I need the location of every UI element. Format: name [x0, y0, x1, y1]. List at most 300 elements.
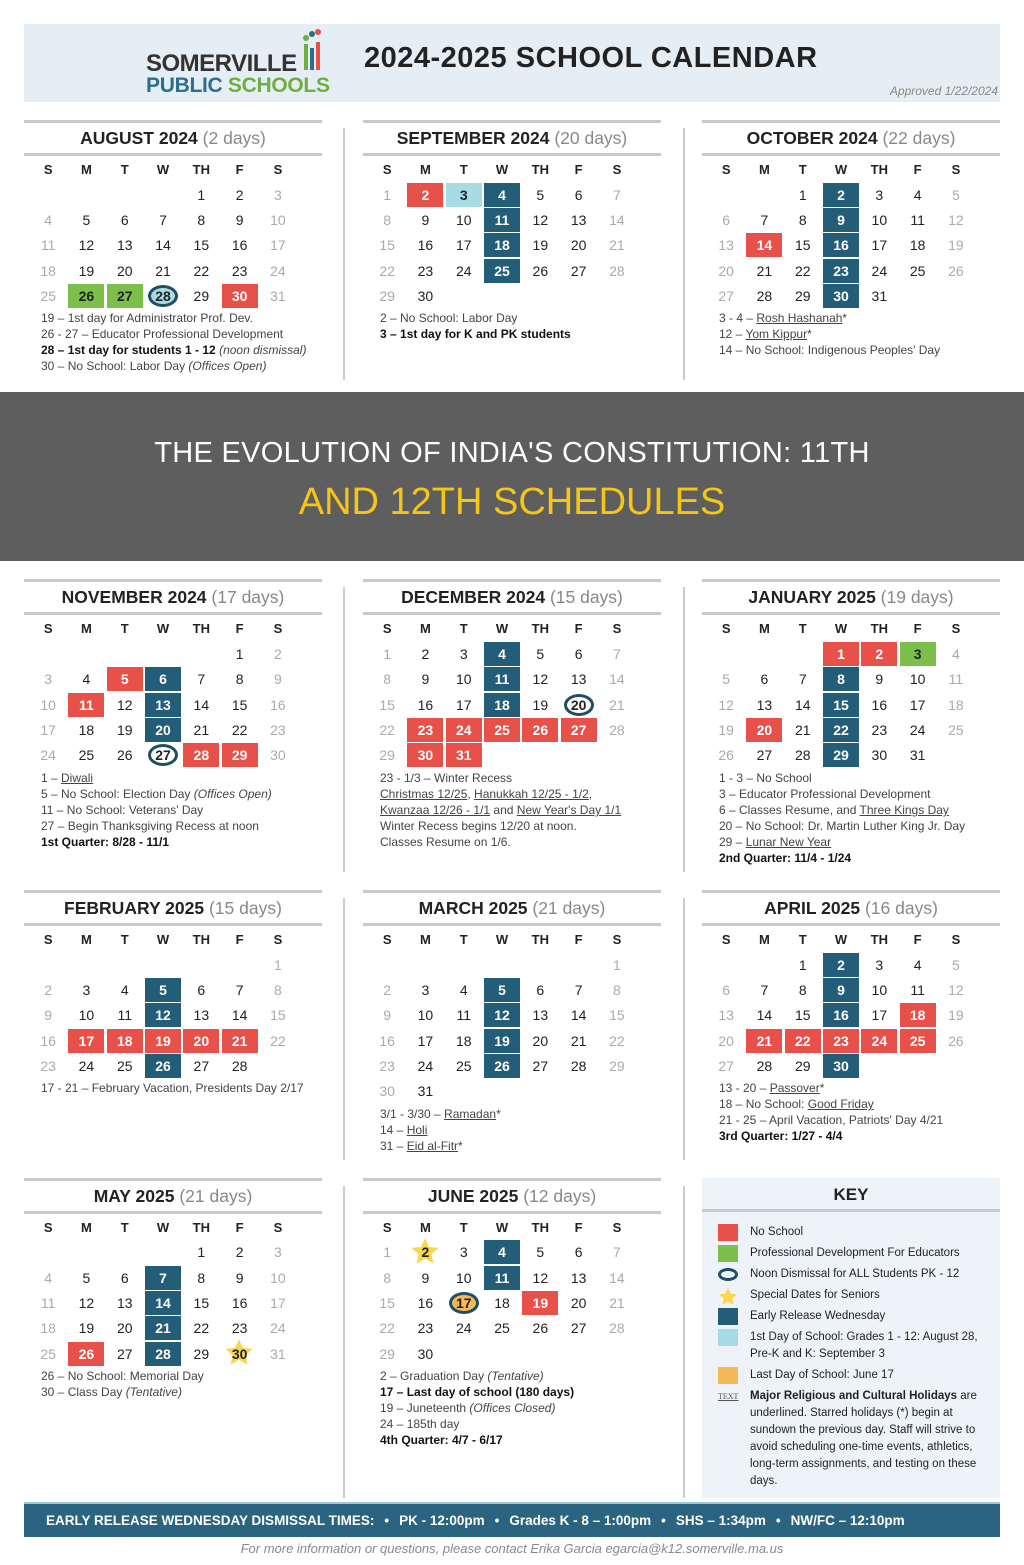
day-number: 4	[44, 1269, 53, 1286]
weekday-header: F	[574, 1219, 583, 1235]
day-cell	[29, 1265, 67, 1290]
day-number: 19	[948, 1007, 964, 1024]
day-cell	[483, 258, 521, 283]
day-number: 11	[456, 1007, 471, 1024]
weekday-header: F	[574, 621, 583, 637]
day-number: 11	[910, 211, 925, 228]
note-text: 2 – No School: Labor Day	[380, 311, 518, 326]
day-number: 26	[116, 747, 133, 764]
day-number: 16	[270, 696, 286, 713]
day-number: 29	[823, 743, 859, 767]
day-cell	[860, 667, 898, 692]
day-cell	[521, 977, 559, 1002]
day-number: 13	[570, 671, 587, 688]
weekday-header: M	[81, 1219, 92, 1235]
month-notes	[41, 1080, 322, 1096]
month-grid	[368, 615, 636, 767]
weekday-header: S	[612, 621, 622, 637]
weekday-header: TH	[531, 621, 549, 637]
weekday-header: S	[721, 621, 731, 637]
month-name: JUNE 2025	[427, 1185, 519, 1206]
day-number: 20	[532, 1032, 549, 1049]
day-number: 31	[446, 743, 482, 767]
day-cell	[220, 1240, 258, 1265]
day-cell	[483, 207, 521, 232]
note-text: 18 – No School:	[719, 1097, 808, 1112]
day-cell	[937, 717, 975, 742]
weekday-header: F	[235, 931, 244, 947]
day-number: 11	[484, 208, 520, 232]
day-number: 15	[794, 237, 811, 254]
weekday-header: W	[156, 162, 170, 177]
day-cell	[559, 233, 597, 258]
day-number: 11	[484, 667, 520, 691]
day-number: 12	[948, 981, 964, 998]
bullet-separator: •	[494, 1512, 500, 1528]
day-number: 22	[231, 722, 248, 739]
note-line	[719, 786, 1000, 802]
day-cell	[106, 977, 144, 1002]
month-title	[363, 120, 661, 156]
day-number: 3	[446, 183, 482, 207]
logo-figures-icon	[300, 26, 324, 74]
day-cell	[29, 258, 67, 283]
day-cell	[220, 1053, 258, 1078]
day-number: 19	[718, 722, 734, 739]
note-line	[380, 1384, 661, 1400]
day-number: 24	[417, 1057, 434, 1074]
day-cell	[745, 667, 783, 692]
note-text: 31 –	[380, 1138, 407, 1153]
month-grid	[368, 926, 636, 1104]
day-cell	[259, 233, 297, 258]
day-number: 3	[421, 981, 430, 998]
day-number: 16	[823, 1003, 859, 1027]
note-text: 23 - 1/3 – Winter Recess	[380, 770, 513, 785]
day-cell	[937, 667, 975, 692]
day-cell	[259, 743, 297, 768]
day-cell	[784, 283, 822, 308]
weekday-header: S	[382, 162, 392, 177]
day-cell	[368, 692, 406, 717]
month-name: AUGUST 2024	[80, 128, 198, 148]
note-text: 3 – 1st day for K and PK students	[380, 327, 571, 342]
note-text: 2nd Quarter: 11/4 - 1/24	[719, 850, 852, 865]
day-cell	[483, 977, 521, 1002]
day-cell	[445, 1240, 483, 1265]
note-text: 1 –	[41, 770, 62, 785]
weekday-header: W	[834, 931, 848, 947]
column-divider	[343, 128, 345, 380]
day-cell	[259, 641, 297, 666]
note-text: ,	[588, 786, 593, 801]
month-december	[363, 579, 661, 871]
day-number: 20	[145, 718, 181, 742]
day-number: 25	[116, 1057, 133, 1074]
day-cell	[445, 233, 483, 258]
weekday-header: T	[120, 931, 129, 947]
day-cell	[182, 283, 220, 308]
key-swatch-red	[718, 1224, 738, 1241]
day-number: 25	[455, 1057, 472, 1074]
weekday-header: M	[759, 621, 770, 637]
day-number: 22	[785, 1029, 821, 1053]
day-cell	[368, 977, 406, 1002]
empty-cell	[745, 641, 783, 666]
note-text: 19 – Juneteenth	[380, 1401, 470, 1416]
day-number: 24	[455, 1320, 472, 1337]
weekday-header: M	[420, 621, 431, 637]
day-number: 25	[900, 1029, 936, 1053]
day-cell	[67, 258, 105, 283]
day-cell	[182, 717, 220, 742]
day-cell	[745, 233, 783, 258]
day-cell	[745, 743, 783, 768]
day-number: 6	[536, 981, 545, 998]
day-number: 29	[379, 1345, 395, 1362]
note-text: 17 - 21 – February Vacation, Presidents Day 2/17	[41, 1081, 304, 1096]
note-line	[380, 1122, 661, 1138]
key-label-text: Early Release Wednesday	[750, 1309, 886, 1322]
day-cell	[860, 283, 898, 308]
weekday-header: T	[798, 621, 807, 637]
day-cell	[521, 1053, 559, 1078]
day-number: 13	[145, 693, 181, 717]
month-grid	[707, 615, 975, 767]
note-text: Ramadan	[444, 1106, 497, 1121]
note-text: 13 - 20 –	[719, 1081, 770, 1096]
weekday-header: S	[273, 162, 283, 177]
weekday-header: T	[459, 162, 468, 177]
day-number: 31	[871, 287, 888, 304]
day-number: 25	[78, 747, 95, 764]
day-cell	[29, 717, 67, 742]
day-number: 19	[78, 1320, 95, 1337]
day-number: 5	[722, 671, 731, 688]
day-number: 27	[193, 1057, 210, 1074]
key-label	[750, 1224, 803, 1241]
day-cell	[220, 1265, 258, 1290]
day-number: 23	[871, 722, 888, 739]
month-notes	[41, 310, 322, 374]
day-number: 9	[421, 211, 430, 228]
day-number: 23	[407, 718, 443, 742]
day-number: 15	[270, 1007, 286, 1024]
footer-contact: For more information or questions, please contact Erika Garcia egarcia@k12.somerville.ma.us	[240, 1540, 784, 1556]
day-number: 24	[446, 718, 482, 742]
bullet-separator: •	[384, 1512, 390, 1528]
note-text: 14 – No School: Indigenous Peoples' Day	[719, 343, 941, 358]
day-cell	[368, 207, 406, 232]
day-cell	[784, 233, 822, 258]
day-number: 19	[532, 696, 549, 713]
day-cell	[220, 182, 258, 207]
day-number: 14	[794, 696, 811, 713]
calendar-key	[702, 1178, 1000, 1498]
day-number: 17	[40, 722, 56, 739]
day-cell	[406, 233, 444, 258]
key-label	[750, 1388, 992, 1490]
day-number: 9	[823, 978, 859, 1002]
day-number: 6	[574, 646, 583, 663]
day-number: 15	[823, 693, 859, 717]
day-number: 23	[417, 1320, 434, 1337]
day-number: 1	[235, 646, 244, 663]
day-number: 28	[756, 287, 773, 304]
day-cell	[598, 977, 636, 1002]
day-number: 19	[78, 262, 95, 279]
day-number: 19	[484, 1029, 520, 1053]
day-number: 7	[235, 981, 244, 998]
day-number: 6	[145, 667, 181, 691]
day-number: 12	[78, 1294, 95, 1311]
day-number: 8	[383, 671, 392, 688]
empty-cell	[29, 952, 67, 977]
day-cell	[106, 233, 144, 258]
day-number: 21	[155, 262, 171, 279]
day-cell	[745, 1028, 783, 1053]
empty-cell	[67, 952, 105, 977]
day-number: 8	[798, 211, 807, 228]
weekday-header: W	[834, 621, 848, 637]
month-day-count: (2 days)	[202, 128, 266, 148]
weekday-header: W	[156, 1219, 170, 1235]
day-cell	[598, 692, 636, 717]
day-cell	[259, 692, 297, 717]
day-number: 4	[913, 186, 922, 203]
day-number: 27	[718, 287, 734, 304]
weekday-header: M	[81, 162, 92, 177]
day-number: 12	[78, 237, 95, 254]
day-cell	[559, 1028, 597, 1053]
month-title	[702, 890, 1000, 926]
day-number: 16	[40, 1032, 56, 1049]
day-cell	[745, 1003, 783, 1028]
day-number: 8	[613, 981, 621, 998]
day-cell	[182, 1003, 220, 1028]
day-number: 22	[379, 722, 395, 739]
day-cell	[745, 692, 783, 717]
weekday-header: S	[382, 1219, 392, 1235]
weekday-header: S	[43, 162, 53, 177]
day-number: 24	[455, 262, 472, 279]
day-cell	[67, 1028, 105, 1053]
day-number: 18	[484, 233, 520, 257]
day-cell	[368, 1078, 406, 1103]
note-text: Classes Resume on 1/6.	[380, 834, 511, 849]
note-text: 2 – Graduation Day	[380, 1369, 488, 1384]
note-line	[380, 310, 661, 326]
day-cell	[67, 207, 105, 232]
day-cell	[559, 182, 597, 207]
day-number: 26	[484, 1054, 520, 1078]
month-row	[24, 579, 1000, 871]
day-cell	[29, 233, 67, 258]
day-cell	[445, 1265, 483, 1290]
note-line	[719, 310, 1000, 326]
day-cell	[937, 977, 975, 1002]
month-grid	[368, 1214, 636, 1366]
note-line	[719, 770, 1000, 786]
day-number: 1	[383, 186, 392, 203]
day-cell	[521, 1240, 559, 1265]
weekday-header: M	[81, 621, 92, 637]
day-number: 10	[909, 671, 926, 688]
day-number: 26	[68, 284, 104, 308]
month-august	[24, 120, 322, 380]
day-number: 14	[570, 1007, 587, 1024]
day-number: 14	[155, 237, 171, 254]
day-cell	[784, 743, 822, 768]
day-cell	[822, 1053, 860, 1078]
day-cell	[937, 1003, 975, 1028]
day-number: 21	[609, 696, 625, 713]
note-text: 14 –	[380, 1122, 407, 1137]
day-cell	[445, 717, 483, 742]
month-notes	[380, 310, 661, 342]
day-number: 23	[270, 722, 286, 739]
note-line	[380, 786, 661, 802]
day-cell	[406, 641, 444, 666]
day-cell	[406, 1316, 444, 1341]
day-cell	[598, 717, 636, 742]
weekday-header: W	[495, 621, 509, 637]
day-cell	[182, 1316, 220, 1341]
weekday-header: S	[382, 621, 392, 637]
day-cell	[822, 952, 860, 977]
day-number: 11	[910, 981, 925, 998]
weekday-header: S	[951, 931, 961, 947]
day-number: 29	[794, 1057, 811, 1074]
day-cell	[707, 283, 745, 308]
day-number: 15	[193, 237, 210, 254]
note-text: (Offices Open)	[193, 786, 272, 801]
day-number: 23	[417, 262, 434, 279]
key-label	[750, 1266, 959, 1283]
day-cell	[898, 182, 936, 207]
day-cell	[898, 207, 936, 232]
day-number: 18	[40, 1320, 56, 1337]
day-cell	[598, 1240, 636, 1265]
day-number: 21	[609, 237, 625, 254]
day-number: 11	[117, 1007, 132, 1024]
day-cell	[898, 1003, 936, 1028]
weekday-header: S	[43, 621, 53, 637]
day-number: 24	[270, 262, 286, 279]
day-cell	[182, 1053, 220, 1078]
month-day-count: (15 days)	[549, 587, 623, 608]
month-title	[363, 890, 661, 926]
day-number: 19	[116, 722, 133, 739]
day-number: 24	[78, 1057, 95, 1074]
day-cell	[822, 743, 860, 768]
key-item	[718, 1224, 992, 1241]
day-cell	[259, 952, 297, 977]
day-number: 21	[570, 1032, 587, 1049]
day-number: 14	[193, 696, 210, 713]
month-name: FEBRUARY 2025	[64, 897, 205, 918]
day-cell	[822, 182, 860, 207]
day-number: 8	[197, 1269, 206, 1286]
note-text: 3 – Educator Professional Development	[719, 786, 931, 801]
day-cell	[483, 717, 521, 742]
month-name: NOVEMBER 2024	[61, 587, 207, 608]
note-text: 24 – 185th day	[380, 1417, 460, 1432]
day-cell	[483, 641, 521, 666]
day-cell	[368, 182, 406, 207]
day-cell	[29, 1028, 67, 1053]
month-title	[24, 579, 322, 615]
day-cell	[406, 1341, 444, 1366]
weekday-header: TH	[870, 621, 888, 637]
note-line	[380, 326, 661, 342]
day-number: 20	[718, 1032, 734, 1049]
day-cell	[860, 258, 898, 283]
day-number: 4	[952, 646, 960, 663]
month-grid	[29, 926, 297, 1078]
day-cell	[745, 207, 783, 232]
day-cell	[707, 1003, 745, 1028]
note-text: 3rd Quarter: 1/27 - 4/4	[719, 1129, 843, 1144]
month-title	[24, 1178, 322, 1214]
day-number: 3	[459, 1244, 468, 1261]
column-divider	[343, 1186, 345, 1498]
day-number: 31	[909, 747, 926, 764]
note-line	[719, 342, 1000, 358]
day-number: 22	[794, 262, 811, 279]
key-label-text: Noon Dismissal for ALL Students PK - 12	[750, 1267, 960, 1280]
weekday-header: M	[420, 1219, 431, 1235]
day-number: 15	[193, 1294, 210, 1311]
day-cell	[106, 1290, 144, 1315]
day-number: 14	[609, 211, 625, 228]
day-number: 22	[379, 262, 395, 279]
day-number: 2	[421, 1244, 430, 1261]
day-cell	[898, 258, 936, 283]
day-cell	[29, 1290, 67, 1315]
day-cell	[784, 1028, 822, 1053]
day-cell	[106, 667, 144, 692]
day-number: 7	[145, 1266, 181, 1290]
empty-cell	[144, 182, 182, 207]
day-cell	[707, 977, 745, 1002]
month-row	[24, 120, 1000, 380]
day-cell	[259, 1265, 297, 1290]
day-number: 4	[484, 1240, 520, 1264]
key-item	[718, 1308, 992, 1325]
day-number: 8	[383, 211, 392, 228]
day-cell	[784, 977, 822, 1002]
day-number: 21	[193, 722, 210, 739]
day-cell	[937, 692, 975, 717]
approved-date: Approved 1/22/2024	[889, 84, 998, 98]
day-cell	[898, 977, 936, 1002]
weekday-header: S	[612, 1219, 622, 1235]
day-cell	[144, 1290, 182, 1315]
day-cell	[220, 1290, 258, 1315]
day-cell	[144, 1003, 182, 1028]
day-number: 28	[148, 285, 178, 307]
day-number: 28	[609, 722, 625, 739]
day-number: 5	[536, 646, 545, 663]
month-day-count: (12 days)	[523, 1185, 597, 1206]
day-cell	[144, 692, 182, 717]
day-cell	[521, 1316, 559, 1341]
day-cell	[106, 1053, 144, 1078]
empty-cell	[707, 182, 745, 207]
key-label	[750, 1245, 960, 1262]
dismissal-time: Grades K - 8 – 1:00pm	[509, 1512, 652, 1528]
